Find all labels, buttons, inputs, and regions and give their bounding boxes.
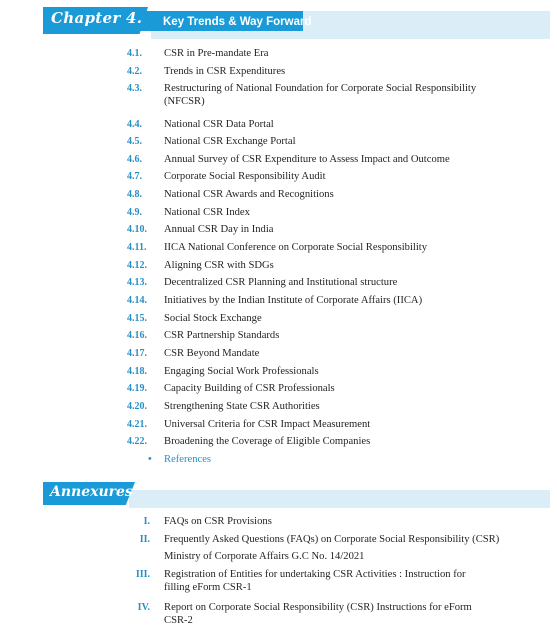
toc-item-number: 4.6. bbox=[127, 153, 142, 165]
toc-item-label: Social Stock Exchange bbox=[164, 312, 262, 324]
annexures-tab-label: Annexures bbox=[50, 484, 133, 500]
toc-item-label: Capacity Building of CSR Professionals bbox=[164, 383, 335, 394]
toc-item-number: 4.8. bbox=[127, 189, 142, 200]
toc-item-label: Annual CSR Day in India bbox=[164, 224, 274, 235]
toc-item-number: 4.4. bbox=[127, 118, 142, 130]
toc-item-label: CSR Partnership Standards bbox=[164, 330, 280, 341]
annexure-label: filling eForm CSR-1 bbox=[164, 582, 252, 593]
toc-item-number: 4.14. bbox=[127, 295, 147, 306]
toc-item-label: National CSR Exchange Portal bbox=[164, 136, 296, 147]
annexure-number: III. bbox=[135, 569, 150, 580]
annexure-label: Registration of Entities for undertaking CSR Activities : Instruction for bbox=[164, 569, 466, 580]
toc-item-number: 4.3. bbox=[127, 83, 142, 94]
toc-item-number: 4.2. bbox=[127, 65, 142, 77]
toc-item-label: National CSR Index bbox=[164, 206, 250, 218]
chapter-title: Key Trends & Way Forward bbox=[163, 16, 312, 28]
toc-item-label: Aligning CSR with SDGs bbox=[164, 259, 274, 271]
toc-item-label: CSR in Pre-mandate Era bbox=[164, 48, 269, 59]
annexure-label: Report on Corporate Social Responsibility (CSR) Instructions for eForm bbox=[164, 602, 472, 613]
toc-item-number: 4.11. bbox=[127, 242, 147, 253]
toc-item-label: Universal Criteria for CSR Impact Measurement bbox=[164, 418, 371, 430]
toc-item-label: Corporate Social Responsibility Audit bbox=[164, 171, 326, 182]
toc-item-label: Strengthening State CSR Authorities bbox=[164, 401, 320, 412]
toc-item-number: 4.15. bbox=[127, 312, 147, 324]
toc-item-number: 4.1. bbox=[127, 48, 142, 59]
toc-item-number: 4.20. bbox=[127, 401, 147, 412]
toc-item-number: 4.21. bbox=[127, 418, 147, 430]
toc-item-number: 4.5. bbox=[127, 136, 142, 147]
toc-item-number: 4.9. bbox=[127, 206, 142, 218]
toc-item-number: 4.13. bbox=[127, 277, 147, 288]
toc-item-number: 4.7. bbox=[127, 171, 142, 182]
toc-item-label: National CSR Data Portal bbox=[164, 118, 274, 130]
annexures-light-band bbox=[129, 490, 550, 508]
toc-item-label: CSR Beyond Mandate bbox=[164, 348, 260, 359]
toc-item-label: IICA National Conference on Corporate Social Responsibility bbox=[164, 242, 428, 253]
chapter-header bbox=[43, 7, 550, 35]
toc-item-number: 4.19. bbox=[127, 383, 147, 394]
toc-item-number: 4.10. bbox=[127, 224, 147, 235]
annexure-number: II. bbox=[139, 533, 150, 545]
toc-item-label: (NFCSR) bbox=[164, 96, 205, 107]
annexure-label: Ministry of Corporate Affairs G.C No. 14/2021 bbox=[164, 551, 365, 562]
toc-item-label: Broadening the Coverage of Eligible Companies bbox=[164, 436, 371, 447]
toc-item-label: National CSR Awards and Recognitions bbox=[164, 189, 334, 200]
toc-item-number: 4.16. bbox=[127, 330, 147, 341]
annexure-number: IV. bbox=[137, 602, 150, 613]
toc-item-number: 4.18. bbox=[127, 365, 147, 377]
references-link[interactable]: References bbox=[164, 454, 212, 465]
toc-item-number: 4.12. bbox=[127, 259, 147, 271]
toc-item-label: Restructuring of National Foundation for Corporate Social Responsibility bbox=[164, 83, 477, 94]
annexure-label: FAQs on CSR Provisions bbox=[164, 516, 272, 527]
annexures-header bbox=[43, 482, 550, 506]
toc-item-number: 4.17. bbox=[127, 348, 147, 359]
annexure-label: CSR-2 bbox=[164, 615, 193, 626]
toc-item-number: 4.22. bbox=[127, 436, 147, 447]
toc-item-label: Annual Survey of CSR Expenditure to Assess Impact and Outcome bbox=[164, 153, 450, 165]
bullet-icon: • bbox=[148, 454, 152, 465]
toc-item-label: Decentralized CSR Planning and Institutional structure bbox=[164, 277, 398, 288]
toc-item-label: Engaging Social Work Professionals bbox=[164, 365, 319, 377]
chapter-tab-label: Chapter 4. bbox=[51, 9, 143, 27]
toc-item-label: Trends in CSR Expenditures bbox=[164, 65, 286, 77]
toc-item-label: Initiatives by the Indian Institute of Corporate Affairs (IICA) bbox=[164, 295, 423, 306]
annexure-label: Frequently Asked Questions (FAQs) on Corporate Social Responsibility (CSR) bbox=[164, 533, 500, 545]
annexure-number: I. bbox=[143, 516, 150, 527]
